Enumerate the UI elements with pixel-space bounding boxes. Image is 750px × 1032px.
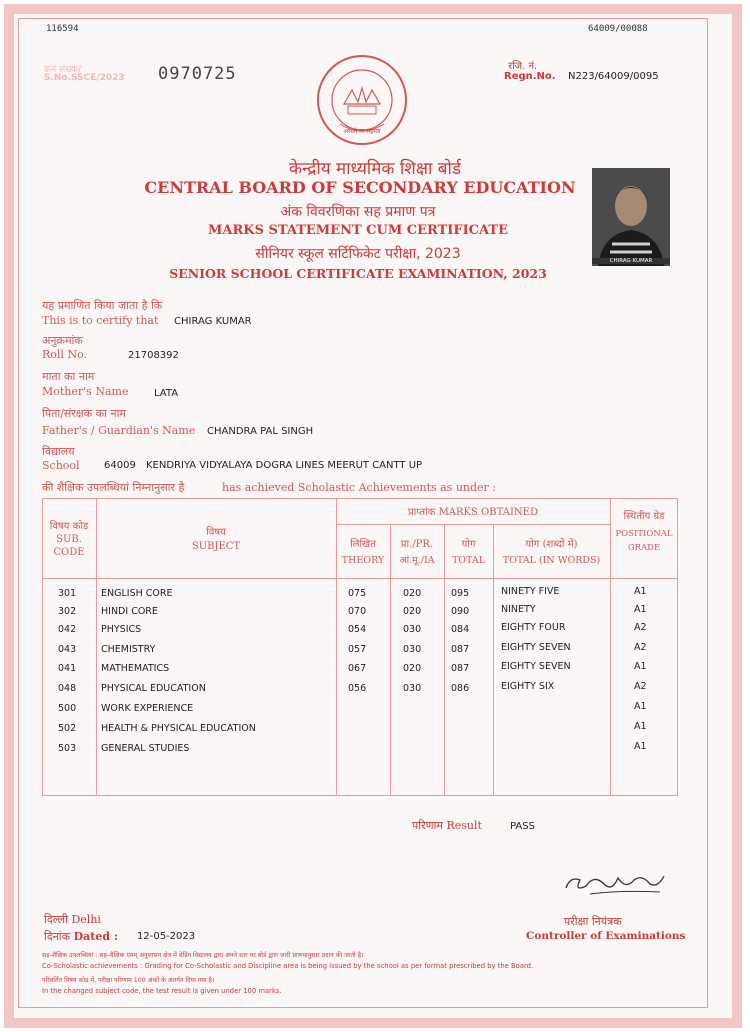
mother-label-hi: माता का नाम [42, 370, 95, 383]
header-total-hi: योग [461, 539, 476, 550]
header-marks-hi: प्राप्तांक [408, 507, 436, 518]
serial-right: 64009/00088 [588, 24, 648, 34]
sr-label-hi: क्रम संख्या/ [44, 65, 82, 75]
row-total: 090 [451, 606, 470, 617]
dated-label-en: Dated : [73, 930, 118, 943]
row-theory: 056 [348, 683, 367, 694]
roll-number: 21708392 [128, 350, 179, 361]
header-code-en1: SUB. [56, 534, 82, 545]
logo-caption: असतो मा सद्गमय [343, 128, 381, 135]
note-2-hi: परिवर्तित विषय कोड में, परीक्षा परिणाम 100 अंकों के अंतर्गत दिया गया है। [42, 977, 215, 984]
row-practical: 030 [403, 683, 422, 694]
header-marks [336, 506, 610, 519]
result-label-en: Result [446, 819, 482, 832]
student-name: CHIRAG KUMAR [174, 316, 252, 327]
header-words-hi: योग (शब्दों में) [525, 539, 578, 550]
photo-caption: CHIRAG KUMAR [592, 258, 670, 264]
header-grade-en1: POSITIONAL [615, 529, 673, 539]
achieved-label-en: has achieved Scholastic Achievements as under : [222, 481, 497, 494]
row-subject: PHYSICS [101, 624, 142, 635]
note-1-hi: सह-शैक्षिक उपलब्धियां : सह-शैक्षिक एवम् अनुशासन क्षेत्र में ग्रेडिंग विद्यालय द्वारा अपने स्तर पर बोर्ड द्वारा जारी प्रारूपानुसार प्रदान की जाती है। [42, 952, 364, 959]
sr-number: 0970725 [158, 64, 237, 84]
row-practical: 020 [403, 606, 422, 617]
place-en: Delhi [71, 913, 101, 926]
row-practical: 020 [403, 663, 422, 674]
row-code: 302 [58, 606, 77, 617]
school-code: 64009 [104, 460, 136, 471]
row-code: 043 [58, 644, 77, 655]
row-code: 502 [58, 723, 77, 734]
row-words: EIGHTY FOUR [501, 622, 566, 633]
header-total-en: TOTAL [451, 555, 486, 566]
header-words-en: TOTAL (IN WORDS) [502, 555, 601, 566]
row-words: EIGHTY SEVEN [501, 661, 571, 672]
result-value: PASS [510, 821, 535, 832]
row-words: EIGHTY SEVEN [501, 642, 571, 653]
row-total: 084 [451, 624, 470, 635]
controller-signature [560, 862, 670, 906]
school-label-en: School [42, 459, 80, 472]
regn-label-en: Regn.No. [504, 71, 556, 82]
school-label-hi: विद्यालय [42, 445, 75, 458]
row-code: 503 [58, 743, 77, 754]
row-grade: A1 [634, 661, 647, 672]
header-code-en2: CODE [53, 547, 85, 558]
header-marks-en: MARKS OBTAINED [438, 507, 538, 518]
header-code-hi: विषय कोड [49, 521, 89, 532]
row-words: NINETY FIVE [501, 586, 560, 597]
note-1-en: Co-Scholastic achievements : Grading for Co-Scholastic and Discipline area is being issued by the school as per format prescribed by the Board. [42, 962, 534, 970]
row-subject: WORK EXPERIENCE [101, 703, 194, 714]
note-2-en: In the changed subject code, the test result is given under 100 marks. [42, 987, 282, 995]
father-label-en: Father's / Guardian's Name [42, 424, 196, 437]
row-code: 500 [58, 703, 77, 714]
sr-label-en: S.No.SSCE/2023 [44, 73, 125, 83]
father-label-hi: पिता/संरक्षक का नाम [42, 407, 127, 420]
header-theory-hi: लिखित [350, 539, 376, 550]
row-subject: HINDI CORE [101, 606, 158, 617]
row-practical: 030 [403, 644, 422, 655]
header-theory-en: THEORY [341, 555, 385, 566]
row-total: 095 [451, 588, 470, 599]
row-subject: GENERAL STUDIES [101, 743, 190, 754]
mother-name: LATA [154, 388, 179, 399]
regn-number: N223/64009/0095 [568, 71, 659, 82]
regn-label-hi: रजि. नं. [508, 61, 538, 72]
row-theory: 057 [348, 644, 367, 655]
certify-label-hi: यह प्रमाणित किया जाता है कि [42, 299, 163, 312]
header-pr: प्रा./PR. [400, 539, 434, 550]
row-grade: A1 [634, 604, 647, 615]
controller-label-hi: परीक्षा नियंत्रक [564, 915, 622, 928]
header-grade-hi: स्थितीय ग्रेड [623, 511, 665, 522]
row-code: 041 [58, 663, 77, 674]
row-grade: A1 [634, 586, 647, 597]
row-grade: A1 [634, 741, 647, 752]
result-label [412, 818, 482, 833]
issue-date: 12-05-2023 [137, 931, 196, 942]
row-code: 301 [58, 588, 77, 599]
row-practical: 020 [403, 588, 422, 599]
row-subject: CHEMISTRY [101, 644, 156, 655]
row-practical: 030 [403, 624, 422, 635]
row-subject: MATHEMATICS [101, 663, 170, 674]
dated-label-hi: दिनांक [44, 930, 71, 943]
row-total: 087 [451, 663, 470, 674]
subtitle-english: MARKS STATEMENT CUM CERTIFICATE [208, 223, 508, 238]
row-theory: 054 [348, 624, 367, 635]
header-subject-hi: विषय [206, 527, 226, 538]
row-words: NINETY [501, 604, 536, 615]
header-ia: आं.मू./IA [399, 555, 435, 566]
father-name: CHANDRA PAL SINGH [207, 426, 314, 437]
header-subject-en: SUBJECT [191, 541, 241, 552]
row-grade: A2 [634, 681, 647, 692]
mother-label-en: Mother's Name [42, 385, 129, 398]
row-grade: A1 [634, 701, 647, 712]
title-hindi: केन्द्रीय माध्यमिक शिक्षा बोर्ड [288, 159, 462, 179]
row-subject: HEALTH & PHYSICAL EDUCATION [101, 723, 256, 734]
school-name: KENDRIYA VIDYALAYA DOGRA LINES MEERUT CANTT UP [146, 460, 423, 471]
row-grade: A1 [634, 721, 647, 732]
roll-label-hi: अनुक्रमांक [42, 334, 83, 347]
row-total: 086 [451, 683, 470, 694]
title-english: CENTRAL BOARD OF SECONDARY EDUCATION [144, 178, 576, 197]
certify-label-en: This is to certify that [42, 314, 159, 327]
achieved-label-hi: की शैक्षिक उपलब्धियां निम्नानुसार है [42, 481, 185, 494]
row-total: 087 [451, 644, 470, 655]
row-grade: A2 [634, 622, 647, 633]
roll-label-en: Roll No. [42, 348, 87, 361]
row-theory: 075 [348, 588, 367, 599]
header-grade-en2: GRADE [627, 543, 661, 553]
row-theory: 070 [348, 606, 367, 617]
controller-label-en: Controller of Examinations [526, 930, 686, 942]
row-theory: 067 [348, 663, 367, 674]
result-label-hi: परिणाम [412, 819, 443, 832]
exam-hindi: सीनियर स्कूल सर्टिफिकेट परीक्षा, 2023 [255, 246, 461, 262]
place-hi: दिल्ली [44, 913, 68, 926]
row-code: 048 [58, 683, 77, 694]
row-grade: A2 [634, 642, 647, 653]
row-subject: PHYSICAL EDUCATION [101, 683, 206, 694]
exam-english: SENIOR SCHOOL CERTIFICATE EXAMINATION, 2023 [169, 266, 547, 281]
subtitle-hindi: अंक विवरणिका सह प्रमाण पत्र [280, 204, 436, 220]
serial-left: 116594 [46, 24, 79, 34]
student-photo [592, 168, 670, 266]
row-code: 042 [58, 624, 77, 635]
row-words: EIGHTY SIX [501, 681, 555, 692]
dated-label [44, 929, 118, 944]
row-subject: ENGLISH CORE [101, 588, 173, 599]
place [44, 912, 101, 927]
